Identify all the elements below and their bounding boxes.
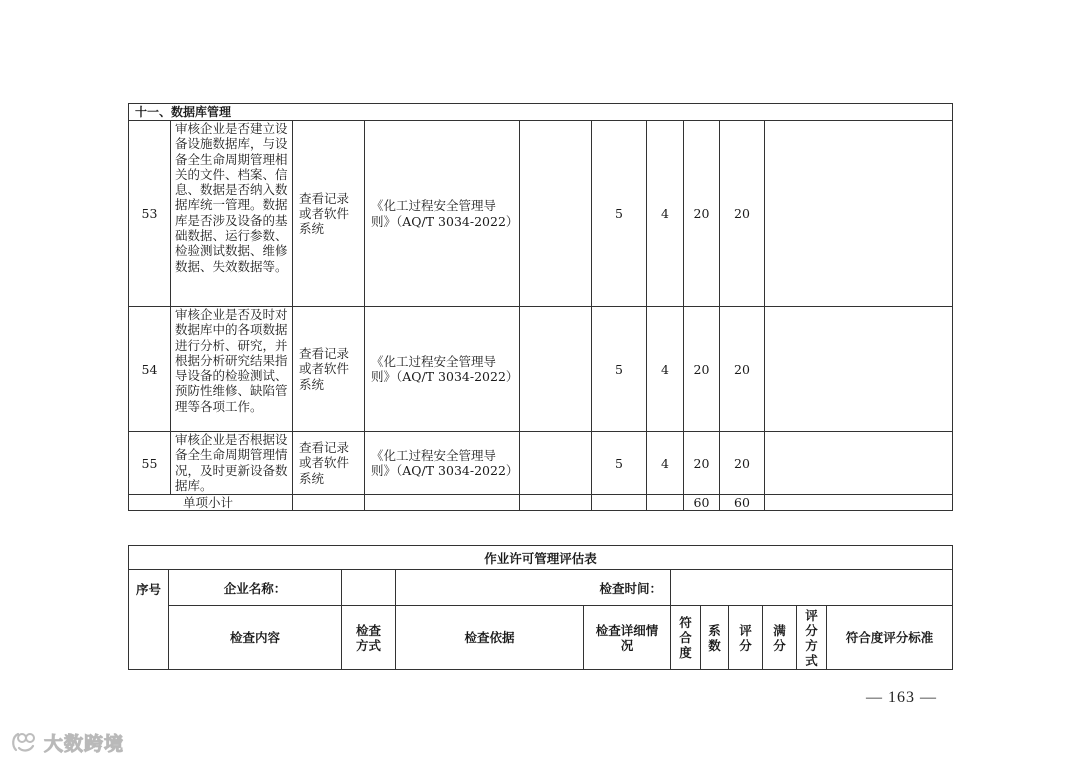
conformity: 5 bbox=[592, 307, 647, 432]
scoring-criteria bbox=[765, 432, 953, 495]
watermark-text: 大数跨境 bbox=[44, 732, 125, 755]
watermark bbox=[10, 728, 124, 756]
seq-header: 序号 bbox=[129, 570, 169, 670]
check-time-label: 检查时间： bbox=[396, 570, 671, 606]
header-scoring-criteria: 符合度评分标准 bbox=[827, 606, 953, 670]
check-detail bbox=[520, 307, 592, 432]
check-basis: 《化工过程安全管理导则》（AQ/T 3034-2022） bbox=[365, 121, 520, 307]
score: 20 bbox=[684, 432, 720, 495]
check-detail bbox=[520, 432, 592, 495]
check-basis: 《化工过程安全管理导则》（AQ/T 3034-2022） bbox=[365, 432, 520, 495]
header-full-score: 满分 bbox=[763, 606, 797, 670]
page-number: — 163 — bbox=[866, 689, 937, 706]
company-name-label: 企业名称： bbox=[169, 570, 342, 606]
table-row bbox=[129, 432, 953, 495]
subtotal-score: 60 bbox=[684, 495, 720, 511]
header-check-detail: 检查详细情况 bbox=[584, 606, 671, 670]
conformity: 5 bbox=[592, 121, 647, 307]
check-method: 查看记录或者软件系统 bbox=[293, 121, 365, 307]
check-method: 查看记录或者软件系统 bbox=[293, 307, 365, 432]
header-check-method: 检查方式 bbox=[342, 606, 396, 670]
header-conformity: 符合度 bbox=[671, 606, 701, 670]
full-score: 20 bbox=[720, 121, 765, 307]
database-management-table bbox=[128, 103, 953, 511]
conformity: 5 bbox=[592, 432, 647, 495]
check-detail bbox=[520, 121, 592, 307]
subtotal-label: 单项小计 bbox=[129, 495, 293, 511]
scoring-criteria bbox=[765, 121, 953, 307]
check-content: 审核企业是否建立设备设施数据库，与设备全生命周期管理相关的文件、档案、信息、数据是否纳入数据库统一管理。数据库是否涉及设备的基础数据、运行参数、检验测试数据、维修数据、失效数据等。 bbox=[171, 121, 293, 307]
coefficient: 4 bbox=[647, 307, 684, 432]
check-content: 审核企业是否及时对数据库中的各项数据进行分析、研究，并根据分析研究结果指导设备的检验测试、预防性维修、缺陷管理等各项工作。 bbox=[171, 307, 293, 432]
coefficient: 4 bbox=[647, 121, 684, 307]
full-score: 20 bbox=[720, 432, 765, 495]
check-time-field bbox=[671, 570, 953, 606]
watermark-logo-icon bbox=[10, 728, 38, 756]
table-row bbox=[129, 307, 953, 432]
row-number: 53 bbox=[129, 121, 171, 307]
company-name-field bbox=[342, 570, 396, 606]
score: 20 bbox=[684, 121, 720, 307]
row-number: 55 bbox=[129, 432, 171, 495]
row-number: 54 bbox=[129, 307, 171, 432]
header-coefficient: 系数 bbox=[701, 606, 729, 670]
subtotal-row bbox=[129, 495, 953, 511]
header-scoring-method: 评分方式 bbox=[797, 606, 827, 670]
check-content: 审核企业是否根据设备全生命周期管理情况，及时更新设备数据库。 bbox=[171, 432, 293, 495]
header-score: 评分 bbox=[729, 606, 763, 670]
header-check-basis: 检查依据 bbox=[396, 606, 584, 670]
full-score: 20 bbox=[720, 307, 765, 432]
check-method: 查看记录或者软件系统 bbox=[293, 432, 365, 495]
work-permit-assessment-table bbox=[128, 545, 953, 670]
assessment-table-title: 作业许可管理评估表 bbox=[129, 546, 953, 570]
subtotal-full-score: 60 bbox=[720, 495, 765, 511]
header-check-content: 检查内容 bbox=[169, 606, 342, 670]
table-row bbox=[129, 121, 953, 307]
section-title: 十一、数据库管理 bbox=[129, 104, 953, 121]
coefficient: 4 bbox=[647, 432, 684, 495]
check-basis: 《化工过程安全管理导则》（AQ/T 3034-2022） bbox=[365, 307, 520, 432]
score: 20 bbox=[684, 307, 720, 432]
scoring-criteria bbox=[765, 307, 953, 432]
